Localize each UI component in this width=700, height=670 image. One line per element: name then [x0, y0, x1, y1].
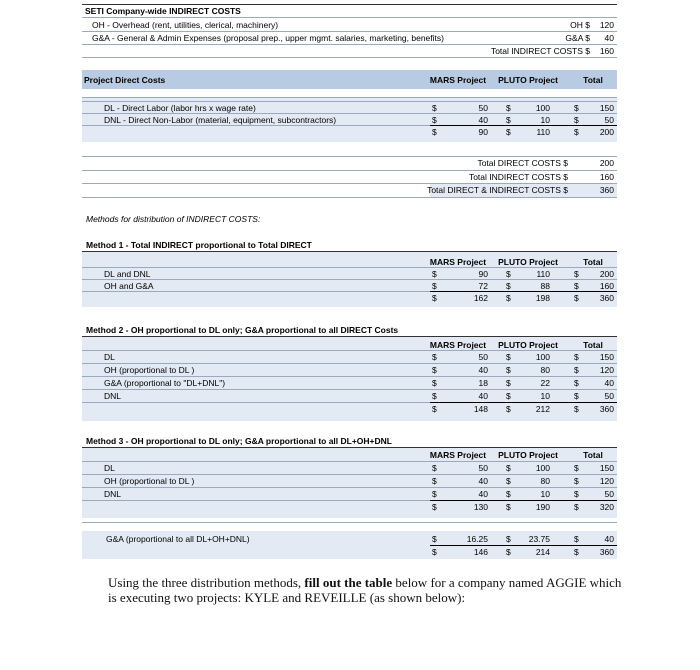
- m2-title: Method 2 - OH proportional to DL only; G&A proportional to all DIRECT Costs: [86, 325, 399, 335]
- summary-indirect-value: 160: [599, 172, 614, 182]
- total-value: 120: [599, 365, 614, 375]
- row-label: OH (proportional to DL ): [104, 365, 195, 375]
- m2-col-total: Total: [583, 340, 603, 350]
- m3-ga-label: G&A (proportional to all DL+OH+DNL): [106, 534, 250, 544]
- total-indirect-label: Total INDIRECT COSTS $: [490, 46, 590, 56]
- instructions: [108, 575, 628, 605]
- mars-value: 40: [478, 489, 488, 499]
- row-label: DL: [104, 463, 115, 473]
- mars-value: 50: [478, 352, 488, 362]
- total-dollar: $: [574, 502, 579, 512]
- rule: [82, 113, 617, 114]
- m1-title: Method 1 - Total INDIRECT proportional to Total DIRECT: [86, 240, 312, 250]
- pluto-dollar: $: [506, 115, 511, 125]
- m3-col-pluto: PLUTO Project: [498, 450, 558, 460]
- rule: [82, 376, 617, 377]
- m3-ga-mars: 16.25: [466, 534, 488, 544]
- m3-final-pluto-dollar: $: [506, 547, 511, 557]
- pluto-value: 80: [540, 365, 550, 375]
- pluto-value: 100: [535, 103, 550, 113]
- rule: [82, 44, 617, 45]
- total-dollar: $: [574, 352, 579, 362]
- m1-col-total: Total: [583, 257, 603, 267]
- mars-dollar: $: [432, 103, 437, 113]
- rule: [82, 267, 617, 268]
- instructions-bold: fill out the table: [304, 575, 393, 590]
- rule: [82, 97, 617, 98]
- mars-dollar: $: [432, 476, 437, 486]
- pluto-value: 212: [535, 404, 550, 414]
- rule: [82, 170, 617, 171]
- pluto-value: 190: [535, 502, 550, 512]
- methods-title: Methods for distribution of INDIRECT COSTS:: [86, 214, 261, 224]
- direct-col-total: Total: [583, 75, 603, 85]
- pluto-value: 22: [540, 378, 550, 388]
- rule: [82, 350, 617, 351]
- direct-col-pluto: PLUTO Project: [498, 75, 558, 85]
- mars-value: 40: [478, 476, 488, 486]
- ga-value: 40: [604, 33, 614, 43]
- m3-ga-pluto-dollar: $: [506, 534, 511, 544]
- total-dollar: $: [574, 391, 579, 401]
- total-dollar: $: [574, 365, 579, 375]
- row-label: DL: [104, 352, 115, 362]
- rule: [82, 363, 617, 364]
- m1-col-mars: MARS Project: [429, 257, 487, 267]
- ga-label: G&A - General & Admin Expenses (proposal prep., upper mgmt. salaries, marketing, benefits): [92, 33, 444, 43]
- total-dollar: $: [574, 127, 579, 137]
- rule: [82, 17, 617, 18]
- pluto-dollar: $: [506, 365, 511, 375]
- summary-indirect-label: Total INDIRECT COSTS $: [468, 172, 568, 182]
- mars-dollar: $: [432, 404, 437, 414]
- pluto-value: 10: [540, 391, 550, 401]
- direct-col-mars: MARS Project: [429, 75, 487, 85]
- sum-rule: [430, 402, 617, 403]
- m3-title: Method 3 - OH proportional to DL only; G&A proportional to all DL+OH+DNL: [86, 436, 392, 446]
- mars-dollar: $: [432, 127, 437, 137]
- rule: [82, 31, 617, 32]
- pluto-dollar: $: [506, 489, 511, 499]
- total-value: 50: [604, 115, 614, 125]
- total-value: 160: [599, 281, 614, 291]
- total-dollar: $: [574, 378, 579, 388]
- total-value: 360: [599, 293, 614, 303]
- row-label: DNL: [104, 489, 122, 499]
- pluto-dollar: $: [506, 404, 511, 414]
- m3-ga-pluto: 23.75: [528, 534, 550, 544]
- mars-dollar: $: [432, 115, 437, 125]
- oh-short: OH $: [570, 20, 590, 30]
- total-value: 150: [599, 103, 614, 113]
- mars-value: 90: [478, 127, 488, 137]
- total-value: 320: [599, 502, 614, 512]
- mars-value: 50: [478, 103, 488, 113]
- total-value: 50: [604, 489, 614, 499]
- rule: [82, 101, 617, 102]
- mars-dollar: $: [432, 293, 437, 303]
- total-value: 50: [604, 391, 614, 401]
- total-dollar: $: [574, 281, 579, 291]
- mars-dollar: $: [432, 365, 437, 375]
- total-value: 150: [599, 352, 614, 362]
- sum-rule: [430, 125, 617, 126]
- pluto-dollar: $: [506, 378, 511, 388]
- rule: [430, 545, 617, 546]
- m2-col-mars: MARS Project: [429, 340, 487, 350]
- mars-value: 148: [473, 404, 488, 414]
- instructions-part2: below for a company named AGGIE which is executing two projects: KYLE and REVEILLE (as shown below):: [108, 575, 622, 605]
- total-indirect-value: 160: [599, 46, 614, 56]
- direct-header: Project Direct Costs: [84, 75, 166, 85]
- indirect-costs-section: [82, 0, 617, 58]
- total-dollar: $: [574, 476, 579, 486]
- mars-value: 130: [473, 502, 488, 512]
- pluto-dollar: $: [506, 293, 511, 303]
- total-value: 150: [599, 463, 614, 473]
- m3-col-mars: MARS Project: [429, 450, 487, 460]
- pluto-dollar: $: [506, 352, 511, 362]
- rule: [82, 183, 617, 184]
- mars-value: 40: [478, 115, 488, 125]
- summary-direct-value: 200: [599, 158, 614, 168]
- m3-ga-total-dollar: $: [574, 534, 579, 544]
- pluto-value: 110: [536, 127, 550, 137]
- row-label: DNL - Direct Non-Labor (material, equipment, subcontractors): [104, 115, 337, 125]
- total-dollar: $: [574, 103, 579, 113]
- pluto-dollar: $: [506, 103, 511, 113]
- m3-final-mars-dollar: $: [432, 547, 437, 557]
- pluto-value: 198: [535, 293, 550, 303]
- mars-dollar: $: [432, 269, 437, 279]
- mars-value: 162: [473, 293, 488, 303]
- pluto-dollar: $: [506, 502, 511, 512]
- indirect-title: SETI Company-wide INDIRECT COSTS: [85, 6, 241, 16]
- m1-col-pluto: PLUTO Project: [498, 257, 558, 267]
- mars-dollar: $: [432, 463, 437, 473]
- rule: [82, 279, 617, 280]
- pluto-value: 110: [536, 269, 550, 279]
- pluto-dollar: $: [506, 281, 511, 291]
- rule: [82, 57, 617, 58]
- mars-value: 18: [478, 378, 488, 388]
- sum-rule: [430, 500, 617, 501]
- row-label: DL - Direct Labor (labor hrs x wage rate): [104, 103, 256, 113]
- pluto-value: 80: [540, 476, 550, 486]
- mars-dollar: $: [432, 352, 437, 362]
- pluto-value: 10: [540, 489, 550, 499]
- rule: [82, 197, 617, 198]
- summary-total-label: Total DIRECT & INDIRECT COSTS $: [427, 185, 568, 195]
- summary-total-value: 360: [599, 185, 614, 195]
- mars-value: 90: [478, 269, 488, 279]
- total-dollar: $: [574, 115, 579, 125]
- rule: [82, 4, 617, 5]
- total-value: 200: [599, 127, 614, 137]
- total-dollar: $: [574, 293, 579, 303]
- total-value: 200: [599, 269, 614, 279]
- total-dollar: $: [574, 269, 579, 279]
- rule: [82, 389, 617, 390]
- m3-col-total: Total: [583, 450, 603, 460]
- m3-ga-mars-dollar: $: [432, 534, 437, 544]
- total-dollar: $: [574, 463, 579, 473]
- rule: [82, 487, 617, 488]
- total-value: 360: [599, 404, 614, 414]
- row-label: DNL: [104, 391, 122, 401]
- total-value: 120: [599, 476, 614, 486]
- ga-short: G&A $: [565, 33, 590, 43]
- mars-value: 50: [478, 463, 488, 473]
- summary-direct-label: Total DIRECT COSTS $: [477, 158, 568, 168]
- oh-value: 120: [599, 20, 614, 30]
- mars-dollar: $: [432, 391, 437, 401]
- row-label: OH (proportional to DL ): [104, 476, 195, 486]
- sum-rule: [430, 291, 617, 292]
- pluto-value: 10: [540, 115, 550, 125]
- total-dollar: $: [574, 404, 579, 414]
- mars-value: 40: [478, 365, 488, 375]
- pluto-value: 100: [535, 463, 550, 473]
- m3-final-mars: 146: [473, 547, 488, 557]
- mars-dollar: $: [432, 489, 437, 499]
- mars-dollar: $: [432, 281, 437, 291]
- pluto-dollar: $: [506, 463, 511, 473]
- pluto-value: 100: [535, 352, 550, 362]
- mars-value: 40: [478, 391, 488, 401]
- pluto-value: 88: [540, 281, 550, 291]
- m3-final-total-dollar: $: [574, 547, 579, 557]
- instructions-part1: Using the three distribution methods,: [108, 575, 305, 590]
- pluto-dollar: $: [506, 391, 511, 401]
- total-dollar: $: [574, 489, 579, 499]
- row-label: OH and G&A: [104, 281, 154, 291]
- pluto-dollar: $: [506, 127, 511, 137]
- mars-dollar: $: [432, 502, 437, 512]
- mars-dollar: $: [432, 378, 437, 388]
- pluto-dollar: $: [506, 269, 511, 279]
- rule: [82, 474, 617, 475]
- m3-final-pluto: 214: [535, 547, 550, 557]
- total-value: 40: [604, 378, 614, 388]
- pluto-dollar: $: [506, 476, 511, 486]
- m3-ga-total: 40: [604, 534, 614, 544]
- rule: [82, 156, 617, 157]
- rule: [82, 461, 617, 462]
- m3-final-total: 360: [599, 547, 614, 557]
- m2-col-pluto: PLUTO Project: [498, 340, 558, 350]
- row-label: G&A (proportional to "DL+DNL"): [104, 378, 226, 388]
- row-label: DL and DNL: [104, 269, 151, 279]
- mars-value: 72: [478, 281, 488, 291]
- rule: [82, 522, 617, 523]
- oh-label: OH - Overhead (rent, utilities, clerical, machinery): [92, 20, 279, 30]
